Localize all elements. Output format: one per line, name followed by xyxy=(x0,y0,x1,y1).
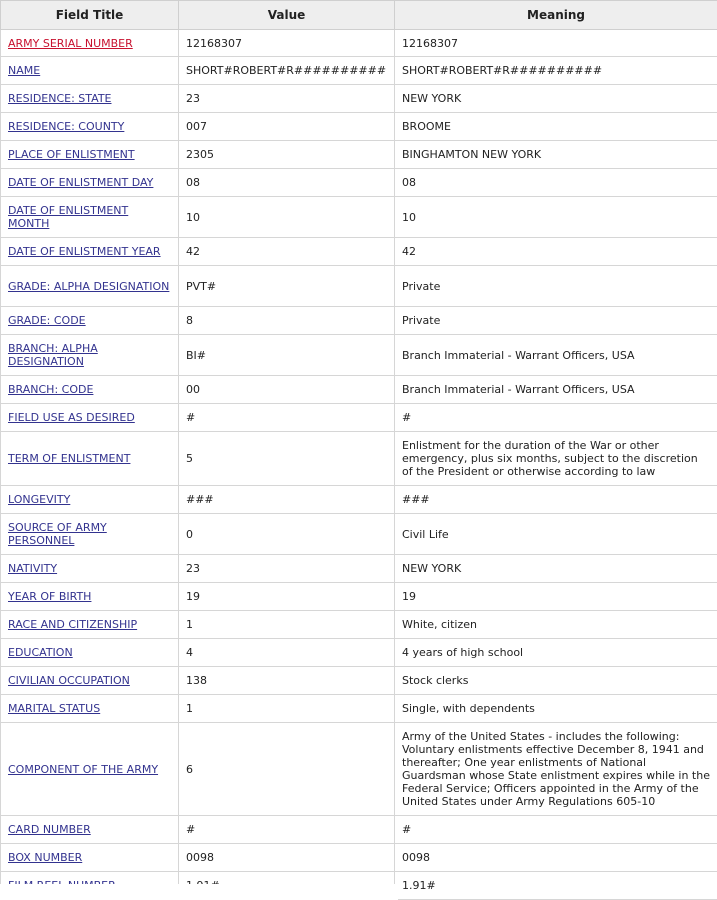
table-row xyxy=(1,816,717,844)
table-row xyxy=(1,335,717,376)
value-cell: 42 xyxy=(179,238,395,266)
value-cell: 00 xyxy=(179,376,395,404)
meaning-cell: BINGHAMTON NEW YORK xyxy=(395,141,717,169)
field-title-cell xyxy=(1,197,179,238)
field-title-cell xyxy=(1,514,179,555)
field-title-link[interactable]: YEAR OF BIRTH xyxy=(8,590,92,603)
field-title-cell xyxy=(1,611,179,639)
value-cell: 19 xyxy=(179,583,395,611)
field-title-cell xyxy=(1,169,179,197)
value-cell: 12168307 xyxy=(179,30,395,57)
field-title-cell xyxy=(1,844,179,872)
table-row xyxy=(1,30,717,57)
field-title-link[interactable]: DATE OF ENLISTMENT DAY xyxy=(8,176,154,189)
table-row xyxy=(1,238,717,266)
field-title-cell xyxy=(1,335,179,376)
table-row xyxy=(1,514,717,555)
field-title-link[interactable]: PLACE OF ENLISTMENT xyxy=(8,148,135,161)
field-title-cell xyxy=(1,723,179,816)
field-title-cell xyxy=(1,57,179,85)
meaning-cell: 0098 xyxy=(395,844,717,872)
value-cell: 007 xyxy=(179,113,395,141)
value-cell: 1 xyxy=(179,611,395,639)
field-title-link[interactable]: NAME xyxy=(8,64,41,77)
meaning-cell: ### xyxy=(395,486,717,514)
field-title-link[interactable]: GRADE: CODE xyxy=(8,314,86,327)
header-row xyxy=(1,1,717,30)
value-cell: 1 xyxy=(179,695,395,723)
value-cell: 0 xyxy=(179,514,395,555)
field-title-link[interactable]: SOURCE OF ARMY PERSONNEL xyxy=(8,521,107,547)
field-title-link[interactable]: TERM OF ENLISTMENT xyxy=(8,452,131,465)
value-cell: 138 xyxy=(179,667,395,695)
meaning-cell: Army of the United States - includes the following: Voluntary enlistments effective December 8, 1941 and thereafter; One year enlistments of National Guardsman whose State enlistment expires while in the Federal Service; Officers appointed in the Army of the United States under Army Regulations 605-10 xyxy=(395,723,717,816)
field-title-cell xyxy=(1,266,179,307)
value-cell: 10 xyxy=(179,197,395,238)
value-cell: # xyxy=(179,404,395,432)
meaning-cell: # xyxy=(395,404,717,432)
field-title-cell xyxy=(1,816,179,844)
value-cell: 23 xyxy=(179,85,395,113)
meaning-cell: Stock clerks xyxy=(395,667,717,695)
field-title-cell xyxy=(1,555,179,583)
meaning-cell: Branch Immaterial - Warrant Officers, USA xyxy=(395,376,717,404)
meaning-cell: BROOME xyxy=(395,113,717,141)
table-row xyxy=(1,113,717,141)
field-title-link[interactable]: RESIDENCE: COUNTY xyxy=(8,120,125,133)
meaning-cell: SHORT#ROBERT#R########## xyxy=(395,57,717,85)
table-row xyxy=(1,376,717,404)
value-cell: SHORT#ROBERT#R########## xyxy=(179,57,395,85)
value-cell: ### xyxy=(179,486,395,514)
meaning-cell: 42 xyxy=(395,238,717,266)
field-title-link[interactable]: BRANCH: CODE xyxy=(8,383,94,396)
field-title-link[interactable]: CIVILIAN OCCUPATION xyxy=(8,674,130,687)
scroll-clip xyxy=(0,884,398,900)
meaning-cell: 1.91# xyxy=(395,872,717,900)
field-title-cell xyxy=(1,695,179,723)
table-row xyxy=(1,307,717,335)
field-title-link[interactable]: GRADE: ALPHA DESIGNATION xyxy=(8,279,170,293)
field-title-cell xyxy=(1,307,179,335)
field-title-cell xyxy=(1,30,179,57)
table-row xyxy=(1,169,717,197)
field-title-link[interactable]: CARD NUMBER xyxy=(8,823,91,836)
table-row xyxy=(1,555,717,583)
value-cell: # xyxy=(179,816,395,844)
field-title-link[interactable]: BRANCH: ALPHA DESIGNATION xyxy=(8,342,98,368)
field-title-cell xyxy=(1,583,179,611)
meaning-cell: Private xyxy=(395,307,717,335)
field-title-link[interactable]: LONGEVITY xyxy=(8,493,71,506)
value-cell: 5 xyxy=(179,432,395,486)
table-row xyxy=(1,639,717,667)
table-row xyxy=(1,432,717,486)
field-title-cell xyxy=(1,404,179,432)
value-cell: 6 xyxy=(179,723,395,816)
meaning-cell: Single, with dependents xyxy=(395,695,717,723)
meaning-cell: Private xyxy=(395,266,717,307)
value-cell: 8 xyxy=(179,307,395,335)
value-cell: PVT# xyxy=(179,266,395,307)
field-title-cell xyxy=(1,667,179,695)
table-row xyxy=(1,404,717,432)
meaning-cell: NEW YORK xyxy=(395,85,717,113)
field-title-cell xyxy=(1,238,179,266)
table-row xyxy=(1,611,717,639)
table-row xyxy=(1,723,717,816)
field-title-link[interactable]: BOX NUMBER xyxy=(8,851,83,864)
field-title-link[interactable]: DATE OF ENLISTMENT MONTH xyxy=(8,204,129,230)
table-row xyxy=(1,486,717,514)
table-row xyxy=(1,583,717,611)
meaning-cell: Enlistment for the duration of the War or other emergency, plus six months, subject to the discretion of the President or otherwise according to law xyxy=(395,432,717,486)
meaning-cell: 10 xyxy=(395,197,717,238)
table-row xyxy=(1,85,717,113)
field-title-cell xyxy=(1,141,179,169)
meaning-cell: 19 xyxy=(395,583,717,611)
value-header: Value xyxy=(179,1,395,30)
table-row xyxy=(1,695,717,723)
meaning-header: Meaning xyxy=(395,1,717,30)
meaning-cell: # xyxy=(395,816,717,844)
field-title-cell xyxy=(1,639,179,667)
field-title-cell xyxy=(1,432,179,486)
value-cell: BI# xyxy=(179,335,395,376)
field-title-cell xyxy=(1,113,179,141)
field-title-link[interactable]: RACE AND CITIZENSHIP xyxy=(8,618,138,631)
meaning-cell: White, citizen xyxy=(395,611,717,639)
table-row xyxy=(1,667,717,695)
value-cell: 23 xyxy=(179,555,395,583)
field-title-cell xyxy=(1,486,179,514)
field-title-link[interactable]: COMPONENT OF THE ARMY xyxy=(8,762,159,776)
field-title-link[interactable]: EDUCATION xyxy=(8,646,73,659)
meaning-cell: 12168307 xyxy=(395,30,717,57)
value-cell: 4 xyxy=(179,639,395,667)
field-title-cell xyxy=(1,376,179,404)
value-cell: 08 xyxy=(179,169,395,197)
field-title-link[interactable]: NATIVITY xyxy=(8,562,58,575)
field-title-link[interactable]: FIELD USE AS DESIRED xyxy=(8,411,135,424)
value-cell: 2305 xyxy=(179,141,395,169)
meaning-cell: NEW YORK xyxy=(395,555,717,583)
meaning-cell: Branch Immaterial - Warrant Officers, USA xyxy=(395,335,717,376)
field-title-header: Field Title xyxy=(1,1,179,30)
value-cell: 0098 xyxy=(179,844,395,872)
table-row xyxy=(1,141,717,169)
meaning-cell: Civil Life xyxy=(395,514,717,555)
table-row xyxy=(1,266,717,307)
field-title-cell xyxy=(1,85,179,113)
field-title-link[interactable]: DATE OF ENLISTMENT YEAR xyxy=(8,245,161,258)
table-row xyxy=(1,197,717,238)
field-title-link[interactable]: RESIDENCE: STATE xyxy=(8,92,112,105)
meaning-cell: 4 years of high school xyxy=(395,639,717,667)
field-title-link[interactable]: ARMY SERIAL NUMBER xyxy=(8,36,133,50)
field-title-link[interactable]: MARITAL STATUS xyxy=(8,702,101,715)
table-row xyxy=(1,57,717,85)
table-row xyxy=(1,844,717,872)
meaning-cell: 08 xyxy=(395,169,717,197)
